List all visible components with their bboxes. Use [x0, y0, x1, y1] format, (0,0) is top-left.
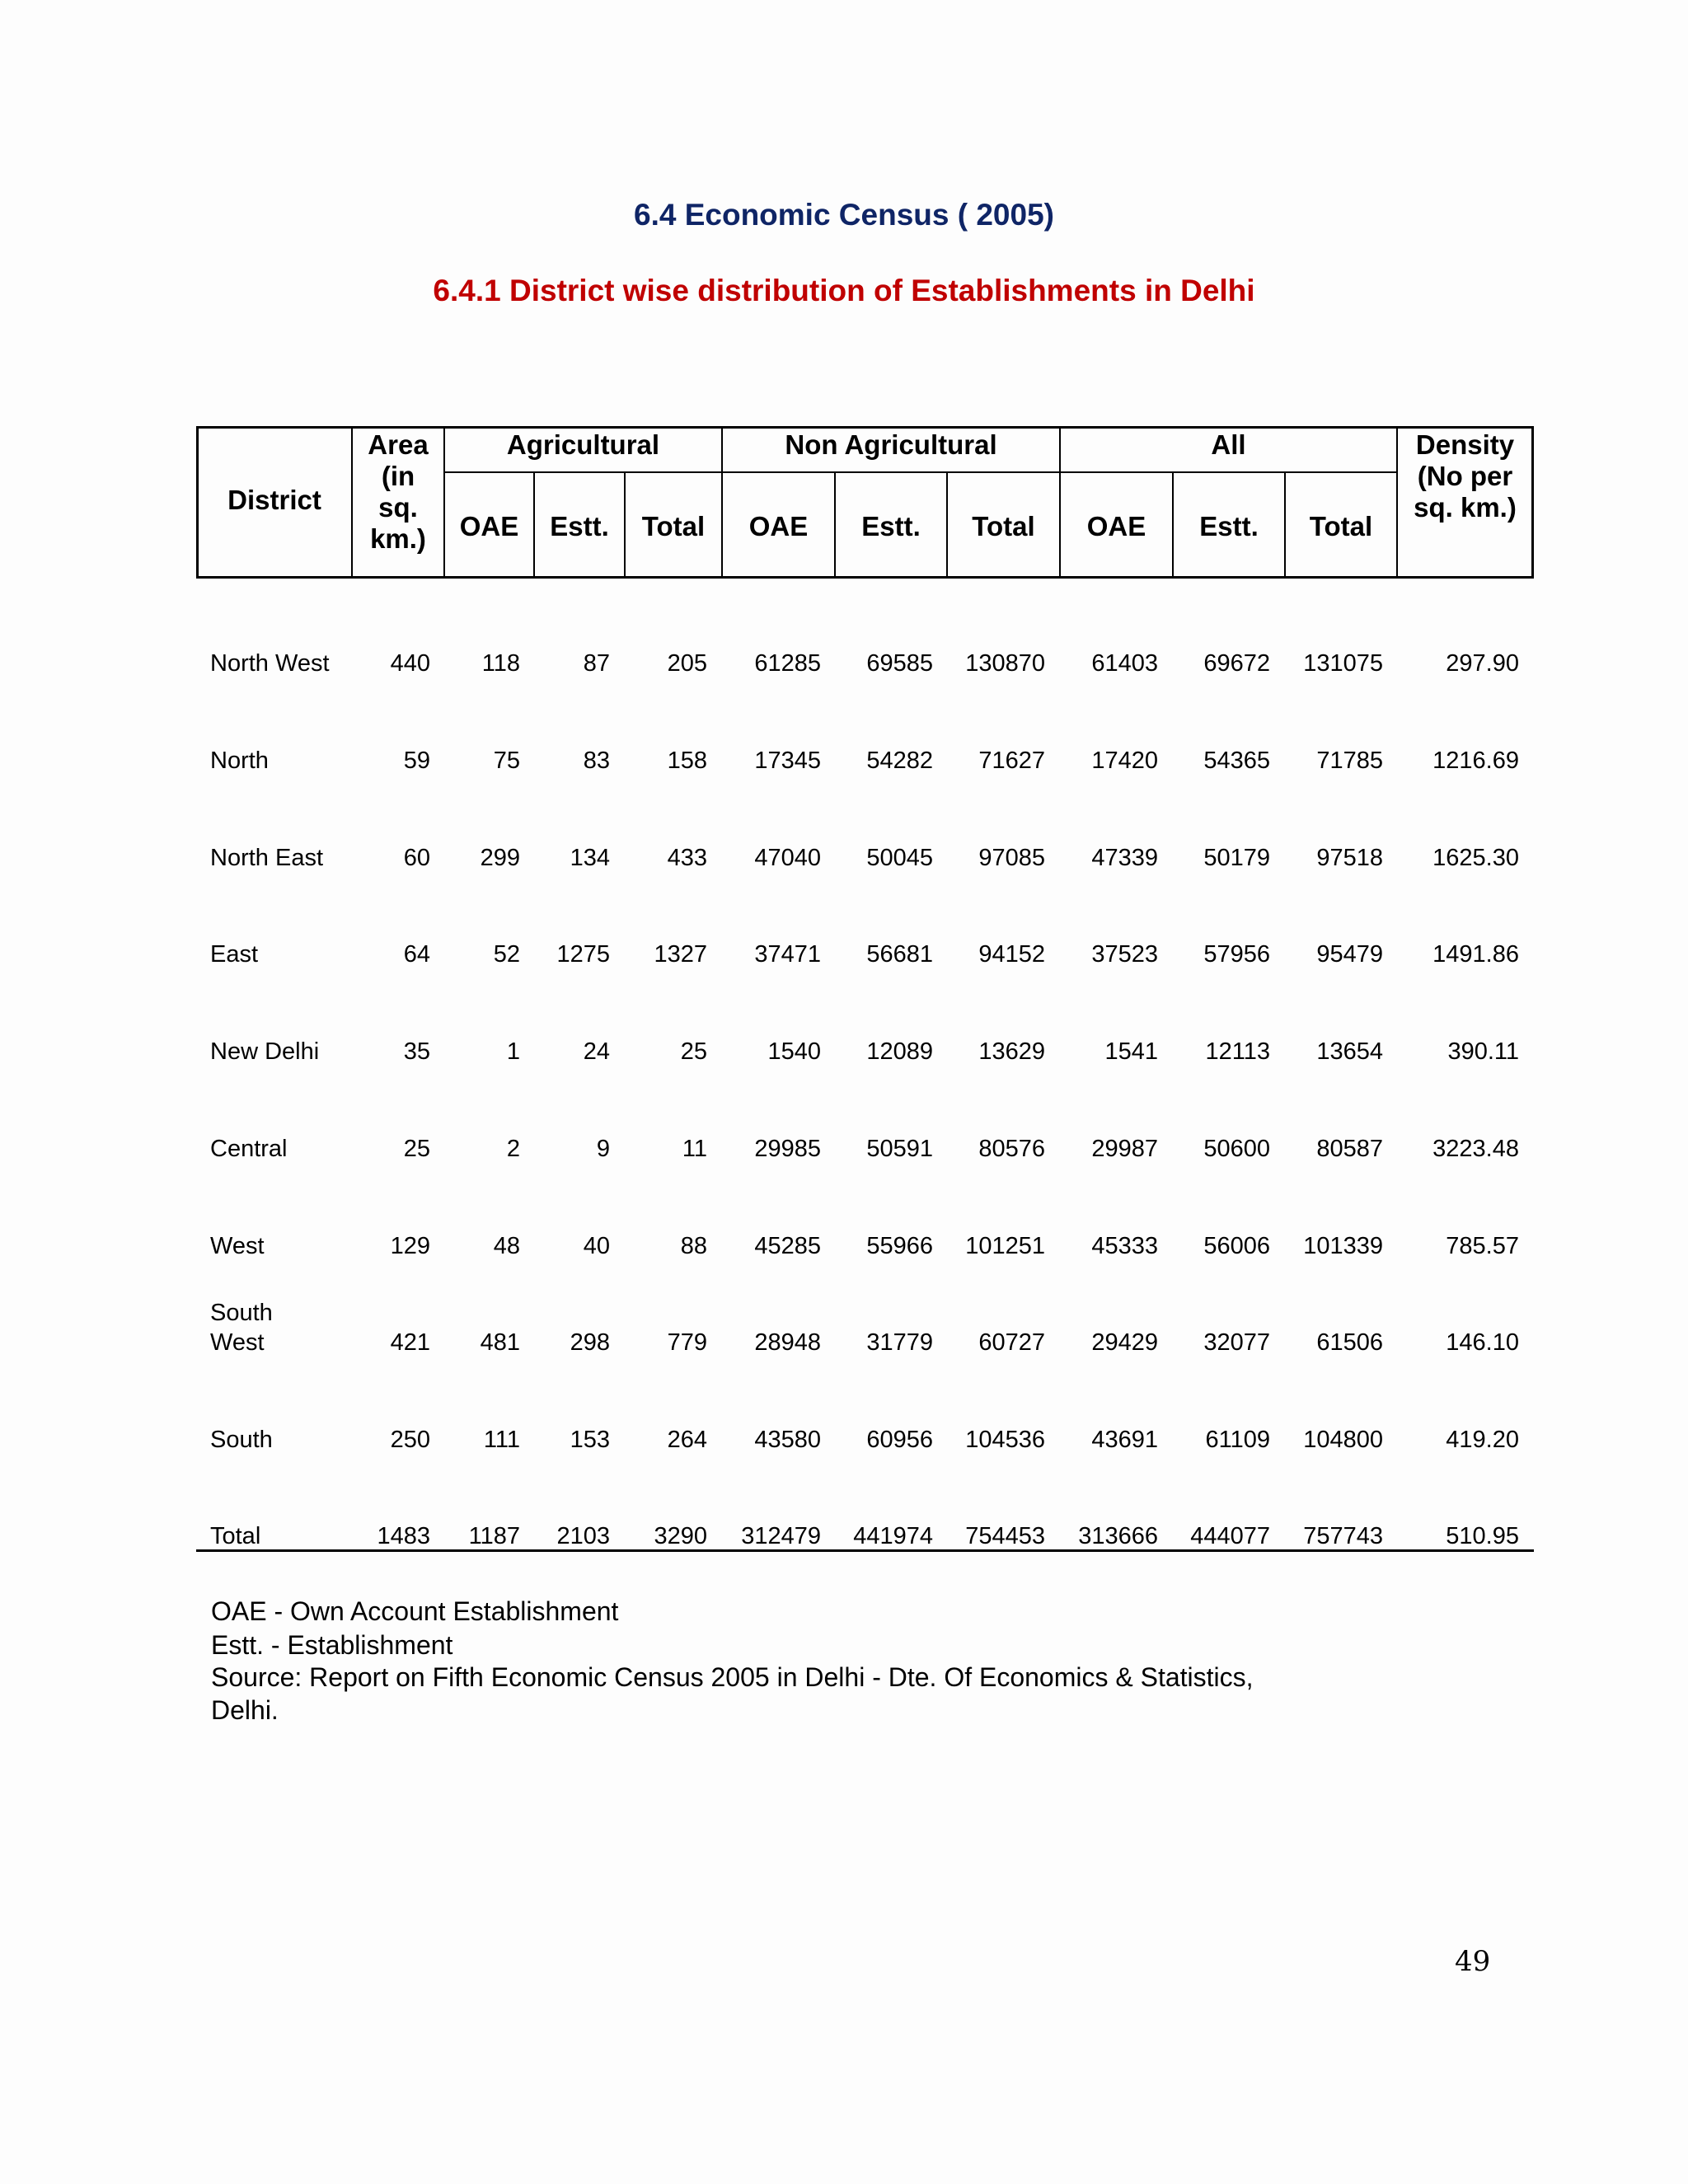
cell-all-estt: 32077: [1203, 1329, 1270, 1356]
cell-area: 35: [403, 1038, 430, 1065]
cell-all-oae: 1541: [1104, 1038, 1158, 1065]
cell-agri-oae: 299: [480, 845, 520, 871]
cell-density: 510.95: [1446, 1523, 1519, 1549]
cell-all-estt: 56006: [1203, 1233, 1270, 1259]
table-row: [196, 940, 1534, 972]
cell-agri-estt: 298: [570, 1329, 610, 1356]
header-agricultural: Agricultural: [506, 429, 660, 460]
table-row: [196, 746, 1534, 779]
cell-agri-total: 433: [667, 845, 707, 871]
cell-agri-total: 1327: [654, 941, 707, 968]
cell-all-estt: 57956: [1203, 941, 1270, 968]
cell-nonagri-estt: 441974: [853, 1523, 933, 1549]
cell-agri-oae: 52: [493, 941, 520, 968]
district-name: North East: [210, 845, 323, 871]
table-row: [196, 649, 1534, 682]
cell-density: 1216.69: [1432, 748, 1519, 774]
cell-density: 1491.86: [1432, 941, 1519, 968]
cell-all-total: 757743: [1303, 1523, 1383, 1549]
cell-agri-total: 264: [667, 1427, 707, 1453]
cell-density: 3223.48: [1432, 1136, 1519, 1162]
header-all-total: Total: [1309, 511, 1373, 541]
cell-all-estt: 69672: [1203, 650, 1270, 677]
cell-area: 440: [390, 650, 430, 677]
cell-nonagri-total: 94152: [978, 941, 1045, 968]
table-row: [196, 1300, 1534, 1361]
cell-all-total: 101339: [1303, 1233, 1383, 1259]
district-name: Central: [210, 1136, 288, 1162]
cell-nonagri-oae: 45285: [754, 1233, 821, 1259]
district-name: West: [210, 1233, 265, 1259]
cell-all-total: 97518: [1316, 845, 1383, 871]
cell-all-oae: 29987: [1091, 1136, 1158, 1162]
page-number: 49: [1455, 1945, 1491, 1978]
district-name: North West: [210, 650, 330, 677]
cell-all-estt: 50179: [1203, 845, 1270, 871]
cell-nonagri-estt: 50591: [866, 1136, 933, 1162]
table-row: [196, 1037, 1534, 1070]
header-district: District: [227, 485, 321, 515]
cell-all-total: 71785: [1316, 748, 1383, 774]
cell-nonagri-estt: 55966: [866, 1233, 933, 1259]
cell-nonagri-total: 80576: [978, 1136, 1045, 1162]
cell-agri-total: 158: [667, 748, 707, 774]
table-row: [196, 1134, 1534, 1167]
cell-nonagri-estt: 69585: [866, 650, 933, 677]
cell-area: 59: [403, 748, 430, 774]
total-underline: [196, 1549, 1534, 1552]
cell-area: 64: [403, 941, 430, 968]
district-name: North: [210, 748, 269, 774]
cell-nonagri-total: 754453: [965, 1523, 1045, 1549]
cell-nonagri-estt: 54282: [866, 748, 933, 774]
header-density: Density (No per sq. km.): [1414, 429, 1517, 523]
cell-density: 390.11: [1447, 1038, 1519, 1065]
cell-nonagri-oae: 37471: [754, 941, 821, 968]
cell-all-oae: 313666: [1078, 1523, 1158, 1549]
cell-agri-oae: 111: [483, 1427, 520, 1453]
header-divider: [443, 471, 1397, 473]
cell-nonagri-total: 71627: [978, 748, 1045, 774]
cell-all-total: 80587: [1316, 1136, 1383, 1162]
cell-agri-estt: 134: [570, 845, 610, 871]
header-nonagri-oae: OAE: [748, 511, 809, 541]
cell-density: 297.90: [1446, 650, 1519, 677]
cell-all-estt: 61109: [1205, 1427, 1270, 1453]
cell-agri-oae: 118: [481, 650, 520, 677]
cell-all-total: 104800: [1303, 1427, 1383, 1453]
cell-all-oae: 43691: [1091, 1427, 1158, 1453]
district-name: South West: [210, 1300, 273, 1356]
cell-all-oae: 45333: [1091, 1233, 1158, 1259]
cell-nonagri-oae: 61285: [754, 650, 821, 677]
cell-nonagri-oae: 47040: [754, 845, 821, 871]
header-agri-estt: Estt.: [550, 511, 609, 541]
cell-agri-estt: 1275: [556, 941, 610, 968]
table-row: [196, 843, 1534, 876]
cell-agri-estt: 2103: [556, 1523, 610, 1549]
district-name: New Delhi: [210, 1038, 320, 1065]
cell-area: 250: [390, 1427, 430, 1453]
cell-area: 1483: [377, 1523, 430, 1549]
cell-agri-oae: 48: [493, 1233, 520, 1259]
header-all-oae: OAE: [1086, 511, 1146, 541]
cell-agri-estt: 9: [596, 1136, 610, 1162]
cell-agri-estt: 40: [583, 1233, 610, 1259]
cell-nonagri-oae: 43580: [754, 1427, 821, 1453]
cell-agri-oae: 75: [493, 748, 520, 774]
header-all-estt: Estt.: [1199, 511, 1259, 541]
cell-nonagri-total: 101251: [965, 1233, 1045, 1259]
district-name: East: [210, 941, 259, 968]
header-agri-total: Total: [641, 511, 706, 541]
cell-all-oae: 29429: [1091, 1329, 1158, 1356]
cell-nonagri-oae: 29985: [754, 1136, 821, 1162]
cell-all-oae: 61403: [1091, 650, 1158, 677]
cell-all-oae: 47339: [1091, 845, 1158, 871]
footnote-source: Source: Report on Fifth Economic Census 2005 in Delhi - Dte. Of Economics & Statistics, Delhi.: [211, 1662, 1254, 1725]
footnote-oae: OAE - Own Account Establishment: [211, 1596, 619, 1626]
cell-nonagri-total: 97085: [978, 845, 1045, 871]
page-title: 6.4 Economic Census ( 2005): [634, 198, 1054, 232]
cell-agri-total: 25: [680, 1038, 707, 1065]
cell-nonagri-estt: 31779: [866, 1329, 933, 1356]
cell-all-oae: 17420: [1091, 748, 1158, 774]
cell-nonagri-estt: 12089: [866, 1038, 933, 1065]
footnote-estt: Estt. - Establishment: [211, 1630, 453, 1660]
cell-all-estt: 50600: [1203, 1136, 1270, 1162]
cell-nonagri-total: 60727: [978, 1329, 1045, 1356]
header-area: Area (in sq. km.): [368, 429, 429, 554]
cell-agri-oae: 1: [506, 1038, 520, 1065]
cell-nonagri-total: 13629: [978, 1038, 1045, 1065]
cell-all-estt: 12113: [1205, 1038, 1270, 1065]
table-row: [196, 1231, 1534, 1264]
cell-nonagri-oae: 28948: [754, 1329, 821, 1356]
cell-nonagri-total: 104536: [965, 1427, 1045, 1453]
cell-all-total: 95479: [1316, 941, 1383, 968]
cell-agri-estt: 83: [583, 748, 610, 774]
cell-all-estt: 444077: [1190, 1523, 1270, 1549]
district-name: Total: [210, 1523, 261, 1549]
cell-nonagri-oae: 1540: [767, 1038, 821, 1065]
header-all: All: [1211, 429, 1246, 460]
cell-agri-estt: 87: [583, 650, 610, 677]
cell-agri-oae: 2: [506, 1136, 520, 1162]
district-name: South: [210, 1427, 273, 1453]
cell-nonagri-total: 130870: [965, 650, 1045, 677]
cell-all-total: 131075: [1303, 650, 1383, 677]
cell-agri-total: 88: [680, 1233, 707, 1259]
cell-agri-oae: 481: [480, 1329, 520, 1356]
cell-density: 785.57: [1446, 1233, 1519, 1259]
cell-agri-estt: 24: [583, 1038, 610, 1065]
cell-area: 421: [390, 1329, 430, 1356]
cell-agri-total: 11: [682, 1136, 707, 1162]
cell-nonagri-estt: 56681: [866, 941, 933, 968]
cell-all-oae: 37523: [1091, 941, 1158, 968]
cell-agri-total: 205: [667, 650, 707, 677]
header-nonagri-estt: Estt.: [861, 511, 921, 541]
table-row: [196, 1425, 1534, 1458]
cell-agri-total: 779: [667, 1329, 707, 1356]
cell-nonagri-oae: 312479: [741, 1523, 821, 1549]
cell-all-total: 13654: [1316, 1038, 1383, 1065]
cell-all-estt: 54365: [1203, 748, 1270, 774]
cell-area: 129: [390, 1233, 430, 1259]
header-agri-oae: OAE: [459, 511, 519, 541]
cell-all-total: 61506: [1316, 1329, 1383, 1356]
cell-density: 1625.30: [1432, 845, 1519, 871]
cell-agri-estt: 153: [570, 1427, 610, 1453]
cell-agri-total: 3290: [654, 1523, 707, 1549]
cell-area: 25: [403, 1136, 430, 1162]
header-non-agricultural: Non Agricultural: [785, 429, 997, 460]
cell-density: 146.10: [1446, 1329, 1519, 1356]
header-nonagri-total: Total: [972, 511, 1035, 541]
cell-agri-oae: 1187: [468, 1523, 520, 1549]
cell-nonagri-oae: 17345: [754, 748, 821, 774]
cell-area: 60: [403, 845, 430, 871]
table-title: 6.4.1 District wise distribution of Establishments in Delhi: [433, 274, 1255, 307]
cell-nonagri-estt: 50045: [866, 845, 933, 871]
cell-nonagri-estt: 60956: [866, 1427, 933, 1453]
cell-density: 419.20: [1446, 1427, 1519, 1453]
